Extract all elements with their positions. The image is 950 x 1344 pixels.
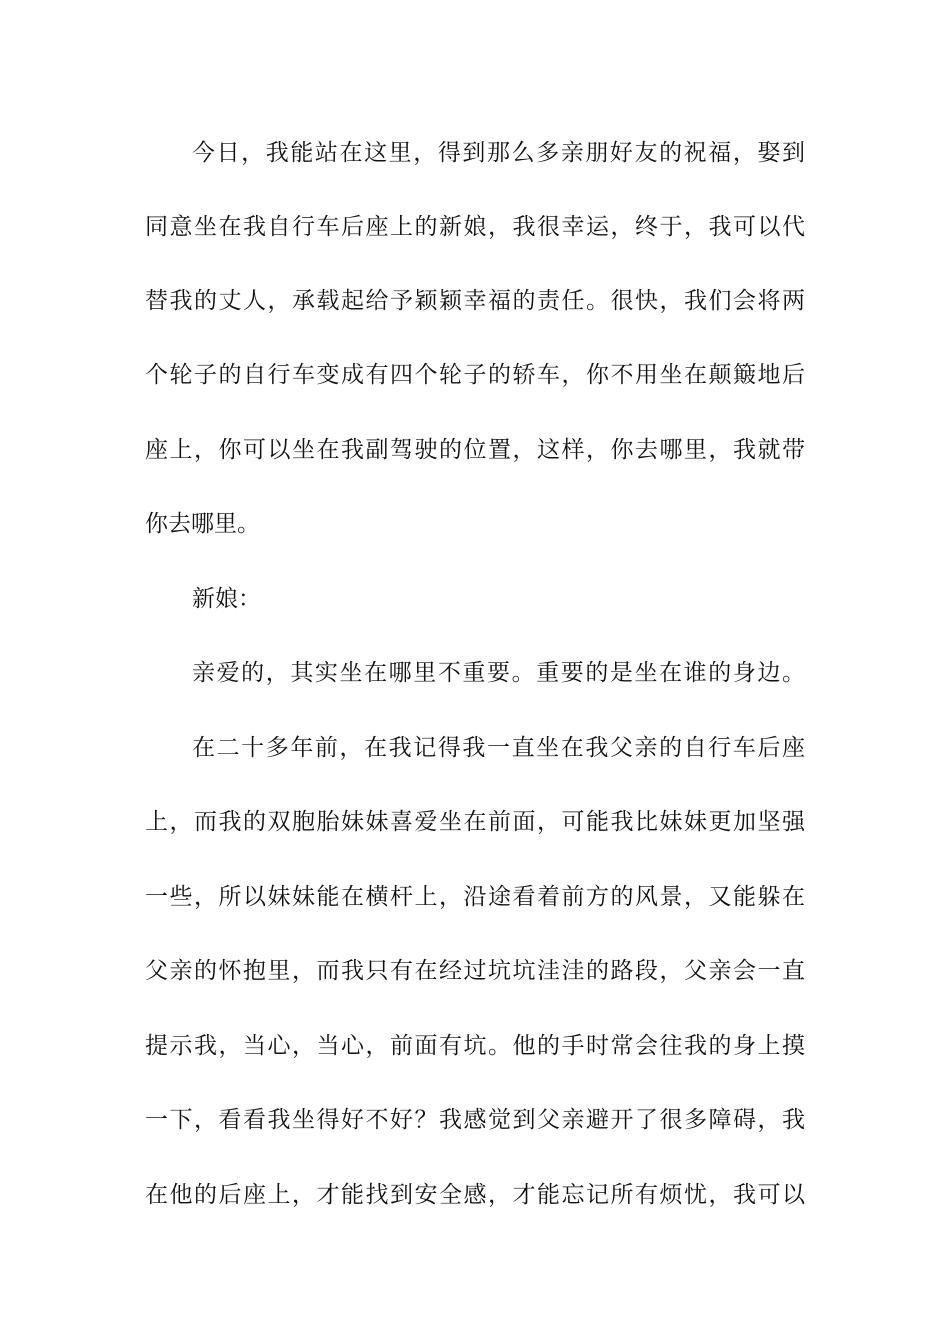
paragraph-1-line-1: 今日，我能站在这里，得到那么多亲朋好友的祝福，娶到 <box>192 140 805 166</box>
paragraph-1-line-6: 你去哪里。 <box>145 511 260 537</box>
paragraph-1-line-3: 替我的丈人，承载起给予颖颖幸福的责任。很快，我们会将两 <box>145 288 805 314</box>
paragraph-3-line-2: 上，而我的双胞胎妹妹喜爱坐在前面，可能我比妹妹更加坚强 <box>145 809 805 835</box>
paragraph-3-line-7: 在他的后座上，才能找到安全感，才能忘记所有烦忧，我可以 <box>145 1182 805 1208</box>
paragraph-3-line-3: 一些，所以妹妹能在横杆上，沿途看着前方的风景，又能躲在 <box>145 884 805 910</box>
paragraph-3-line-6: 一下，看看我坐得好不好？我感觉到父亲避开了很多障碍，我 <box>145 1107 805 1133</box>
paragraph-1-line-4: 个轮子的自行车变成有四个轮子的轿车，你不用坐在颠簸地后 <box>145 362 805 388</box>
paragraph-1-line-2: 同意坐在我自行车后座上的新娘，我很幸运，终于，我可以代 <box>145 214 805 240</box>
paragraph-3-line-1: 在二十多年前，在我记得我一直坐在我父亲的自行车后座 <box>192 735 805 761</box>
paragraph-3-line-5: 提示我，当心，当心，前面有坑。他的手时常会往我的身上摸 <box>145 1033 805 1059</box>
speaker-label-bride: 新娘： <box>192 586 261 612</box>
paragraph-2-line-1: 亲爱的，其实坐在哪里不重要。重要的是坐在谁的身边。 <box>192 660 805 686</box>
paragraph-3-line-4: 父亲的怀抱里，而我只有在经过坑坑洼洼的路段，父亲会一直 <box>145 958 805 984</box>
paragraph-1-line-5: 座上，你可以坐在我副驾驶的位置，这样，你去哪里，我就带 <box>145 437 805 463</box>
